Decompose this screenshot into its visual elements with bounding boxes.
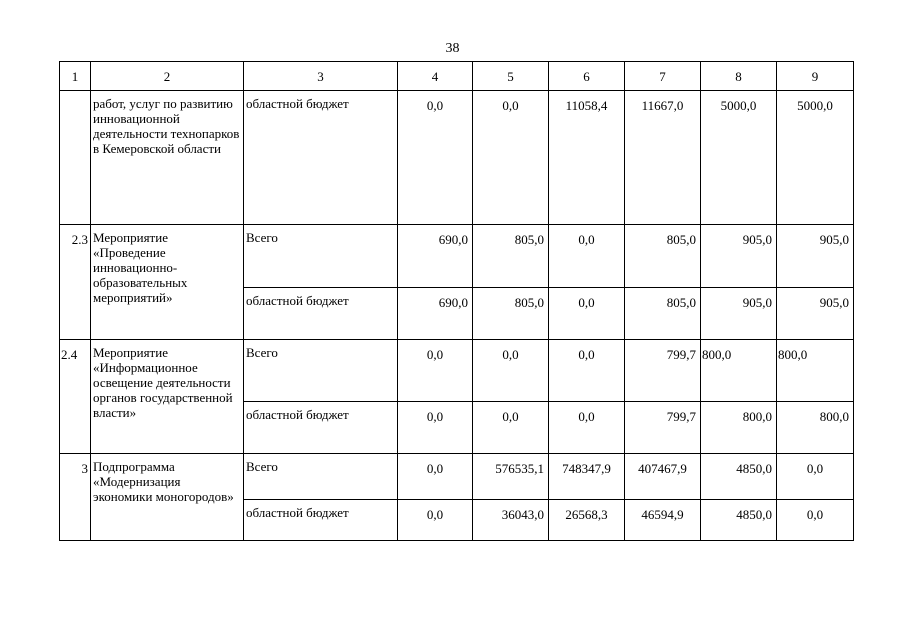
value-cell: 0,0: [777, 454, 854, 500]
value-cell: 748347,9: [549, 454, 625, 500]
header-cell: 2: [91, 62, 244, 91]
value-cell: 46594,9: [625, 500, 701, 541]
value-cell: 0,0: [473, 402, 549, 454]
header-cell: 8: [701, 62, 777, 91]
value-cell: 0,0: [777, 500, 854, 541]
header-cell: 5: [473, 62, 549, 91]
row-number: 2.3: [60, 225, 91, 340]
value-cell: 5000,0: [777, 91, 854, 225]
value-cell: 805,0: [625, 288, 701, 340]
item-name: работ, услуг по развитию инновационной деятельности технопарков в Кемеровской области: [91, 91, 244, 225]
value-cell: 0,0: [549, 288, 625, 340]
header-cell: 1: [60, 62, 91, 91]
value-cell: 0,0: [549, 402, 625, 454]
item-name: Мероприятие «Информационное освещение деятельности органов государственной власти»: [91, 340, 244, 454]
value-cell: 0,0: [398, 454, 473, 500]
table-row: [60, 454, 854, 500]
table-row: [60, 91, 854, 225]
value-cell: 36043,0: [473, 500, 549, 541]
value-cell: 0,0: [549, 340, 625, 402]
value-cell: 805,0: [473, 288, 549, 340]
value-cell: 800,0: [701, 402, 777, 454]
row-number: 3: [60, 454, 91, 541]
page-number: 38: [445, 41, 460, 56]
row-number: [60, 91, 91, 225]
value-cell: 11667,0: [625, 91, 701, 225]
value-cell: 805,0: [473, 225, 549, 288]
funding-source: областной бюджет: [244, 288, 398, 340]
value-cell: 0,0: [398, 402, 473, 454]
value-cell: 905,0: [701, 288, 777, 340]
table-row: [60, 225, 854, 288]
item-name: Мероприятие «Проведение инновационно-образовательных мероприятий»: [91, 225, 244, 340]
header-row: [60, 62, 854, 91]
header-cell: 4: [398, 62, 473, 91]
value-cell: 5000,0: [701, 91, 777, 225]
funding-source: областной бюджет: [244, 500, 398, 541]
value-cell: 800,0: [701, 340, 777, 402]
funding-source: Всего: [244, 454, 398, 500]
value-cell: 799,7: [625, 340, 701, 402]
value-cell: 905,0: [701, 225, 777, 288]
table-row: [60, 340, 854, 402]
value-cell: 0,0: [398, 91, 473, 225]
budget-table: [59, 61, 854, 541]
item-name: Подпрограмма «Модернизация экономики моногородов»: [91, 454, 244, 541]
value-cell: 0,0: [549, 225, 625, 288]
value-cell: 4850,0: [701, 454, 777, 500]
value-cell: 11058,4: [549, 91, 625, 225]
funding-source: Всего: [244, 225, 398, 288]
row-number: 2.4: [60, 340, 91, 454]
value-cell: 800,0: [777, 402, 854, 454]
value-cell: 0,0: [473, 340, 549, 402]
value-cell: 0,0: [473, 91, 549, 225]
header-cell: 9: [777, 62, 854, 91]
value-cell: 0,0: [398, 500, 473, 541]
value-cell: 407467,9: [625, 454, 701, 500]
value-cell: 905,0: [777, 225, 854, 288]
value-cell: 905,0: [777, 288, 854, 340]
header-cell: 3: [244, 62, 398, 91]
header-cell: 7: [625, 62, 701, 91]
funding-source: областной бюджет: [244, 402, 398, 454]
value-cell: 805,0: [625, 225, 701, 288]
value-cell: 799,7: [625, 402, 701, 454]
value-cell: 690,0: [398, 288, 473, 340]
value-cell: 4850,0: [701, 500, 777, 541]
value-cell: 576535,1: [473, 454, 549, 500]
value-cell: 690,0: [398, 225, 473, 288]
value-cell: 800,0: [777, 340, 854, 402]
header-cell: 6: [549, 62, 625, 91]
value-cell: 26568,3: [549, 500, 625, 541]
funding-source: Всего: [244, 340, 398, 402]
funding-source: областной бюджет: [244, 91, 398, 225]
value-cell: 0,0: [398, 340, 473, 402]
